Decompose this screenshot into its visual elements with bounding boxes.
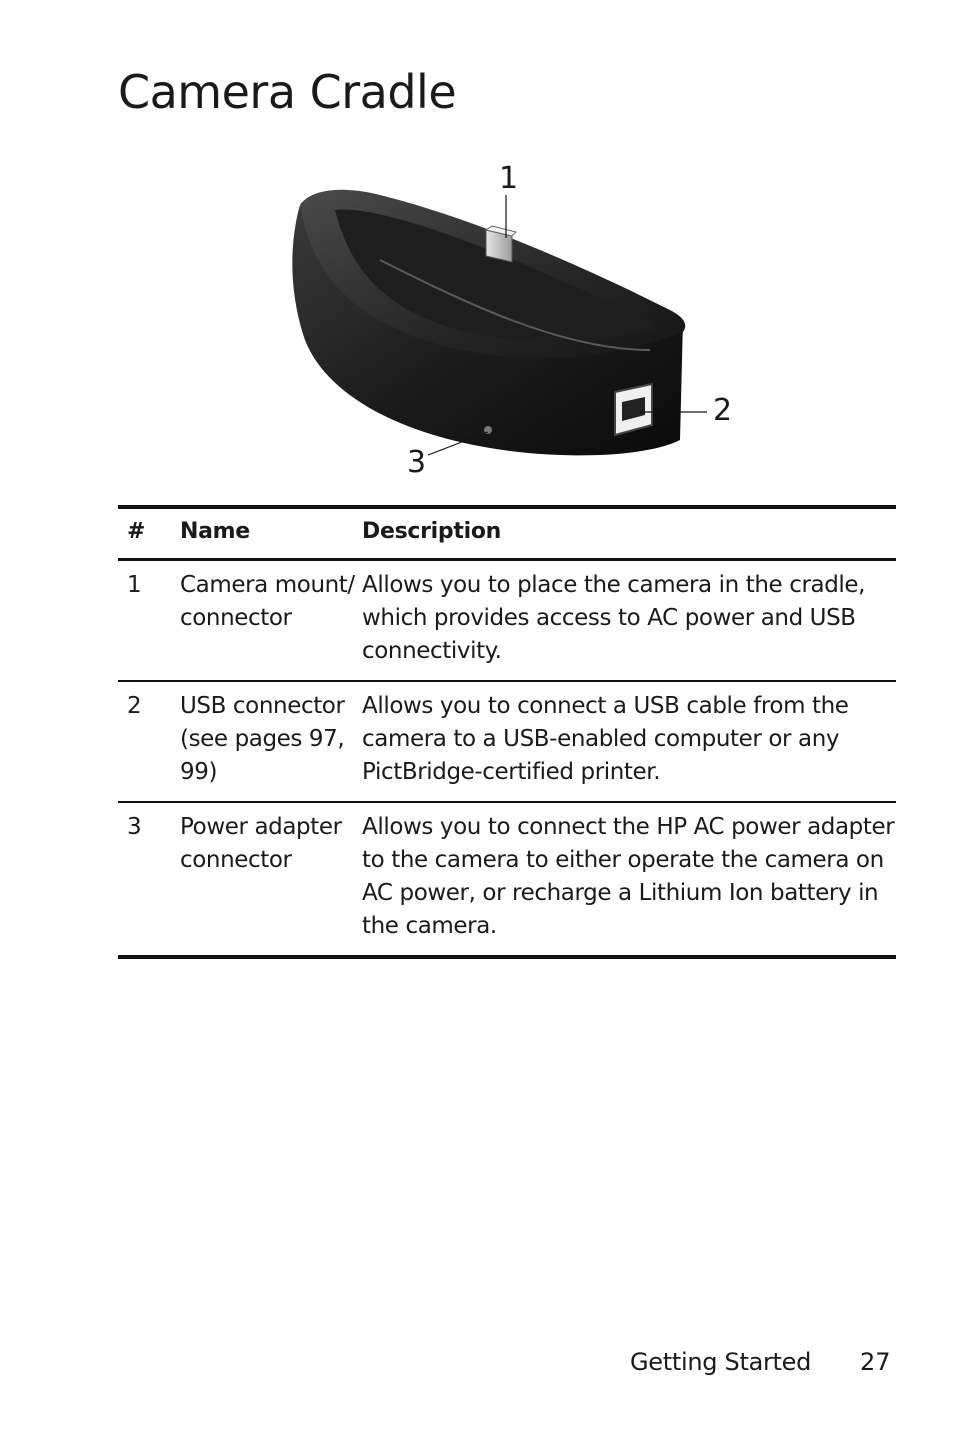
row-description: Allows you to connect a USB cable from the camera to a USB-enabled computer or any PictBridge-certified printer. xyxy=(362,681,896,802)
row-name: Camera mount/ connector xyxy=(180,572,355,631)
table-row xyxy=(118,560,896,682)
row-number: 3 xyxy=(118,802,180,957)
table-row xyxy=(118,802,896,957)
header-number: # xyxy=(118,507,180,560)
callout-1: 1 xyxy=(499,161,519,196)
row-name: Power adapter connector xyxy=(180,802,362,957)
row-number: 2 xyxy=(118,681,180,802)
callout-3: 3 xyxy=(407,445,427,480)
footer-section-title: Getting Started xyxy=(630,1348,812,1376)
table-row xyxy=(118,681,896,802)
row-description: Allows you to connect the HP AC power adapter to the camera to either operate the camera on AC power, or recharge a Lithium Ion battery in the camera. xyxy=(362,802,896,957)
header-name: Name xyxy=(180,507,362,560)
row-name: USB connector (see pages 97, 99) xyxy=(180,681,362,802)
table-header-row xyxy=(118,507,896,560)
footer-page-number: 27 xyxy=(860,1348,891,1376)
camera-cradle-illustration xyxy=(260,150,760,490)
row-description: Allows you to place the camera in the cradle, which provides access to AC power and USB connectivity. xyxy=(362,572,866,664)
camera-cradle-figure xyxy=(260,150,760,490)
page-title: Camera Cradle xyxy=(118,65,457,119)
parts-table xyxy=(118,505,896,959)
header-description: Description xyxy=(362,507,896,560)
callout-2: 2 xyxy=(713,393,733,428)
row-number: 1 xyxy=(127,572,142,598)
